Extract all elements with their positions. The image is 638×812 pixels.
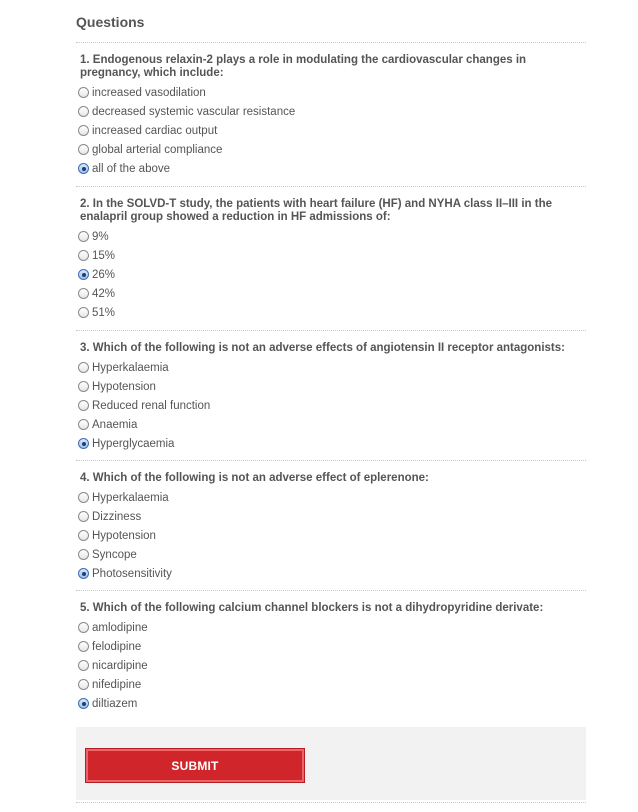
- radio-button[interactable]: [78, 641, 89, 652]
- question-3: [76, 342, 586, 453]
- option-label: 9%: [92, 230, 109, 243]
- option-label: 26%: [92, 268, 116, 281]
- option-label: felodipine: [92, 640, 142, 653]
- option[interactable]: [76, 488, 586, 507]
- option-label: Hyperkalaemia: [92, 361, 169, 374]
- option[interactable]: [76, 121, 586, 140]
- radio-button[interactable]: [78, 549, 89, 560]
- option[interactable]: [76, 377, 586, 396]
- option[interactable]: [76, 675, 586, 694]
- divider: [76, 186, 586, 187]
- option[interactable]: [76, 83, 586, 102]
- option-label: increased cardiac output: [92, 124, 218, 137]
- question-text: 2. In the SOLVD-T study, the patients with heart failure (HF) and NYHA class II–III in the enalapril group showed a reduction in HF admissions of:: [80, 198, 552, 223]
- option-label: increased vasodilation: [92, 86, 206, 99]
- radio-button[interactable]: [78, 438, 89, 449]
- option[interactable]: [76, 102, 586, 121]
- option[interactable]: [76, 415, 586, 434]
- radio-button[interactable]: [78, 511, 89, 522]
- question-5: [76, 602, 586, 713]
- divider: [76, 330, 586, 331]
- option-label: Hypotension: [92, 529, 156, 542]
- radio-button[interactable]: [78, 679, 89, 690]
- options-list: [76, 358, 586, 453]
- question-text: 1. Endogenous relaxin-2 plays a role in modulating the cardiovascular changes in pregnancy, which include:: [80, 54, 527, 79]
- option[interactable]: [76, 637, 586, 656]
- radio-button[interactable]: [78, 307, 89, 318]
- radio-button[interactable]: [78, 106, 89, 117]
- radio-button[interactable]: [78, 125, 89, 136]
- divider: [76, 802, 586, 803]
- option[interactable]: [76, 434, 586, 453]
- option-label: Photosensitivity: [92, 567, 172, 580]
- option[interactable]: [76, 265, 586, 284]
- option-label: global arterial compliance: [92, 143, 223, 156]
- option[interactable]: [76, 227, 586, 246]
- radio-button[interactable]: [78, 288, 89, 299]
- option[interactable]: [76, 656, 586, 675]
- divider: [76, 590, 586, 591]
- option[interactable]: [76, 618, 586, 637]
- option-label: Hyperkalaemia: [92, 491, 169, 504]
- radio-button[interactable]: [78, 400, 89, 411]
- question-2: [76, 198, 586, 322]
- submit-button[interactable]: SUBMIT: [86, 749, 304, 782]
- section-title: Questions: [76, 14, 145, 30]
- option-label: diltiazem: [92, 697, 138, 710]
- option-label: 42%: [92, 287, 116, 300]
- option[interactable]: [76, 159, 586, 178]
- radio-button[interactable]: [78, 530, 89, 541]
- option-label: 51%: [92, 306, 116, 319]
- radio-button[interactable]: [78, 250, 89, 261]
- radio-button[interactable]: [78, 698, 89, 709]
- option-label: Reduced renal function: [92, 399, 211, 412]
- option-label: Syncope: [92, 548, 137, 561]
- radio-button[interactable]: [78, 163, 89, 174]
- option[interactable]: [76, 545, 586, 564]
- option-label: Dizziness: [92, 510, 142, 523]
- options-list: [76, 488, 586, 583]
- options-list: [76, 83, 586, 178]
- option[interactable]: [76, 303, 586, 322]
- options-list: [76, 618, 586, 713]
- option-label: Hypotension: [92, 380, 156, 393]
- submit-panel: [76, 727, 586, 800]
- option-label: decreased systemic vascular resistance: [92, 105, 296, 118]
- option[interactable]: [76, 284, 586, 303]
- option[interactable]: [76, 358, 586, 377]
- question-text: 5. Which of the following calcium channel blockers is not a dihydropyridine derivate:: [80, 602, 544, 614]
- radio-button[interactable]: [78, 492, 89, 503]
- radio-button[interactable]: [78, 381, 89, 392]
- radio-button[interactable]: [78, 144, 89, 155]
- option-label: 15%: [92, 249, 116, 262]
- question-text: 3. Which of the following is not an adverse effects of angiotensin II receptor antagonists:: [80, 342, 565, 354]
- question-4: [76, 472, 586, 583]
- divider: [76, 42, 586, 43]
- option-label: nifedipine: [92, 678, 142, 691]
- option[interactable]: [76, 246, 586, 265]
- option[interactable]: [76, 526, 586, 545]
- option-label: Hyperglycaemia: [92, 437, 175, 450]
- option-label: amlodipine: [92, 621, 148, 634]
- option[interactable]: [76, 564, 586, 583]
- radio-button[interactable]: [78, 660, 89, 671]
- radio-button[interactable]: [78, 87, 89, 98]
- radio-button[interactable]: [78, 622, 89, 633]
- option[interactable]: [76, 507, 586, 526]
- option[interactable]: [76, 694, 586, 713]
- option-label: all of the above: [92, 162, 171, 175]
- radio-button[interactable]: [78, 568, 89, 579]
- radio-button[interactable]: [78, 362, 89, 373]
- options-list: [76, 227, 586, 322]
- radio-button[interactable]: [78, 231, 89, 242]
- option[interactable]: [76, 140, 586, 159]
- option[interactable]: [76, 396, 586, 415]
- option-label: nicardipine: [92, 659, 148, 672]
- divider: [76, 460, 586, 461]
- radio-button[interactable]: [78, 269, 89, 280]
- radio-button[interactable]: [78, 419, 89, 430]
- option-label: Anaemia: [92, 418, 138, 431]
- question-1: [76, 54, 586, 178]
- question-text: 4. Which of the following is not an adverse effect of eplerenone:: [80, 472, 429, 484]
